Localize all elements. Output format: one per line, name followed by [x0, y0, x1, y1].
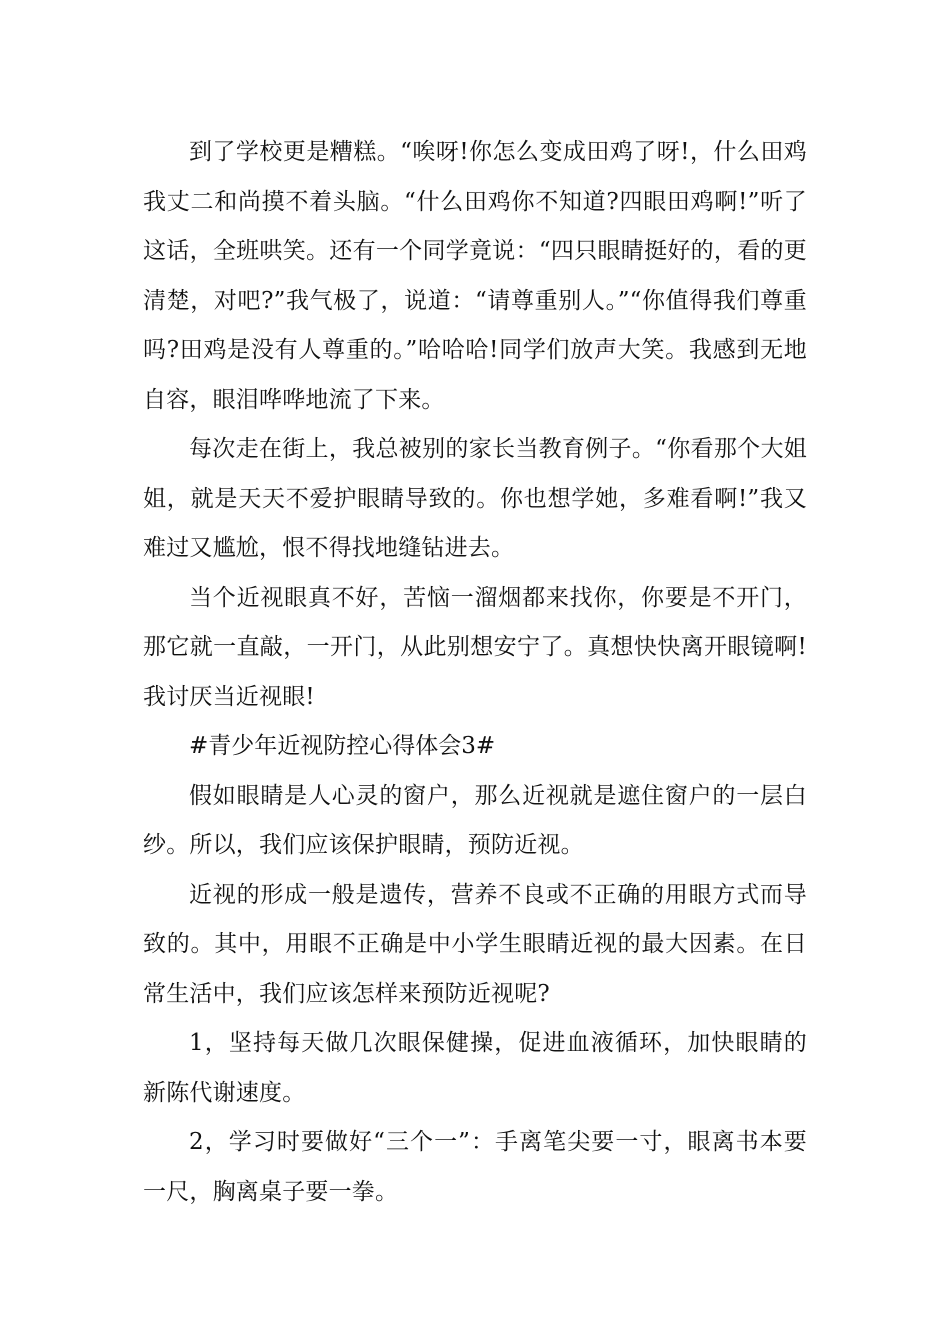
paragraph-eyes-window: 假如眼睛是人心灵的窗户，那么近视就是遮住窗户的一层白纱。所以，我们应该保护眼睛，预防近视。 — [143, 782, 807, 858]
paragraph-school-teasing: 到了学校更是糟糕。“唉呀!你怎么变成田鸡了呀!，什么田鸡我丈二和尚摸不着头脑。“什么田鸡你不知道?四眼田鸡啊!”听了这话，全班哄笑。还有一个同学竟说：“四只眼睛挺好的，看的更清楚，对吧?”我气极了，说道：“请尊重别人。”“你值得我们尊重吗?田鸡是没有人尊重的。”哈哈哈!同学们放声大笑。我感到无地自容，眼泪哗哗地流了下来。 — [143, 139, 807, 413]
paragraph-street-example: 每次走在街上，我总被别的家长当教育例子。“你看那个大姐姐，就是天天不爱护眼睛导致的。你也想学她，多难看啊!”我又难过又尴尬，恨不得找地缝钻进去。 — [143, 436, 807, 561]
paragraph-tip-eye-exercise: 1，坚持每天做几次眼保健操，促进血液循环，加快眼睛的新陈代谢速度。 — [143, 1030, 807, 1106]
paragraph-tip-three-ones: 2，学习时要做好“三个一”：手离笔尖要一寸，眼离书本要一尺，胸离桌子要一拳。 — [143, 1129, 807, 1205]
paragraph-myopia-trouble: 当个近视眼真不好，苦恼一溜烟都来找你，你要是不开门，那它就一直敲，一开门，从此别想安宁了。真想快快离开眼镜啊!我讨厌当近视眼! — [143, 584, 807, 710]
section-heading: #青少年近视防控心得体会3# — [189, 733, 496, 759]
paragraph-myopia-causes: 近视的形成一般是遗传，营养不良或不正确的用眼方式而导致的。其中，用眼不正确是中小学生眼睛近视的最大因素。在日常生活中，我们应该怎样来预防近视呢? — [143, 881, 807, 1007]
